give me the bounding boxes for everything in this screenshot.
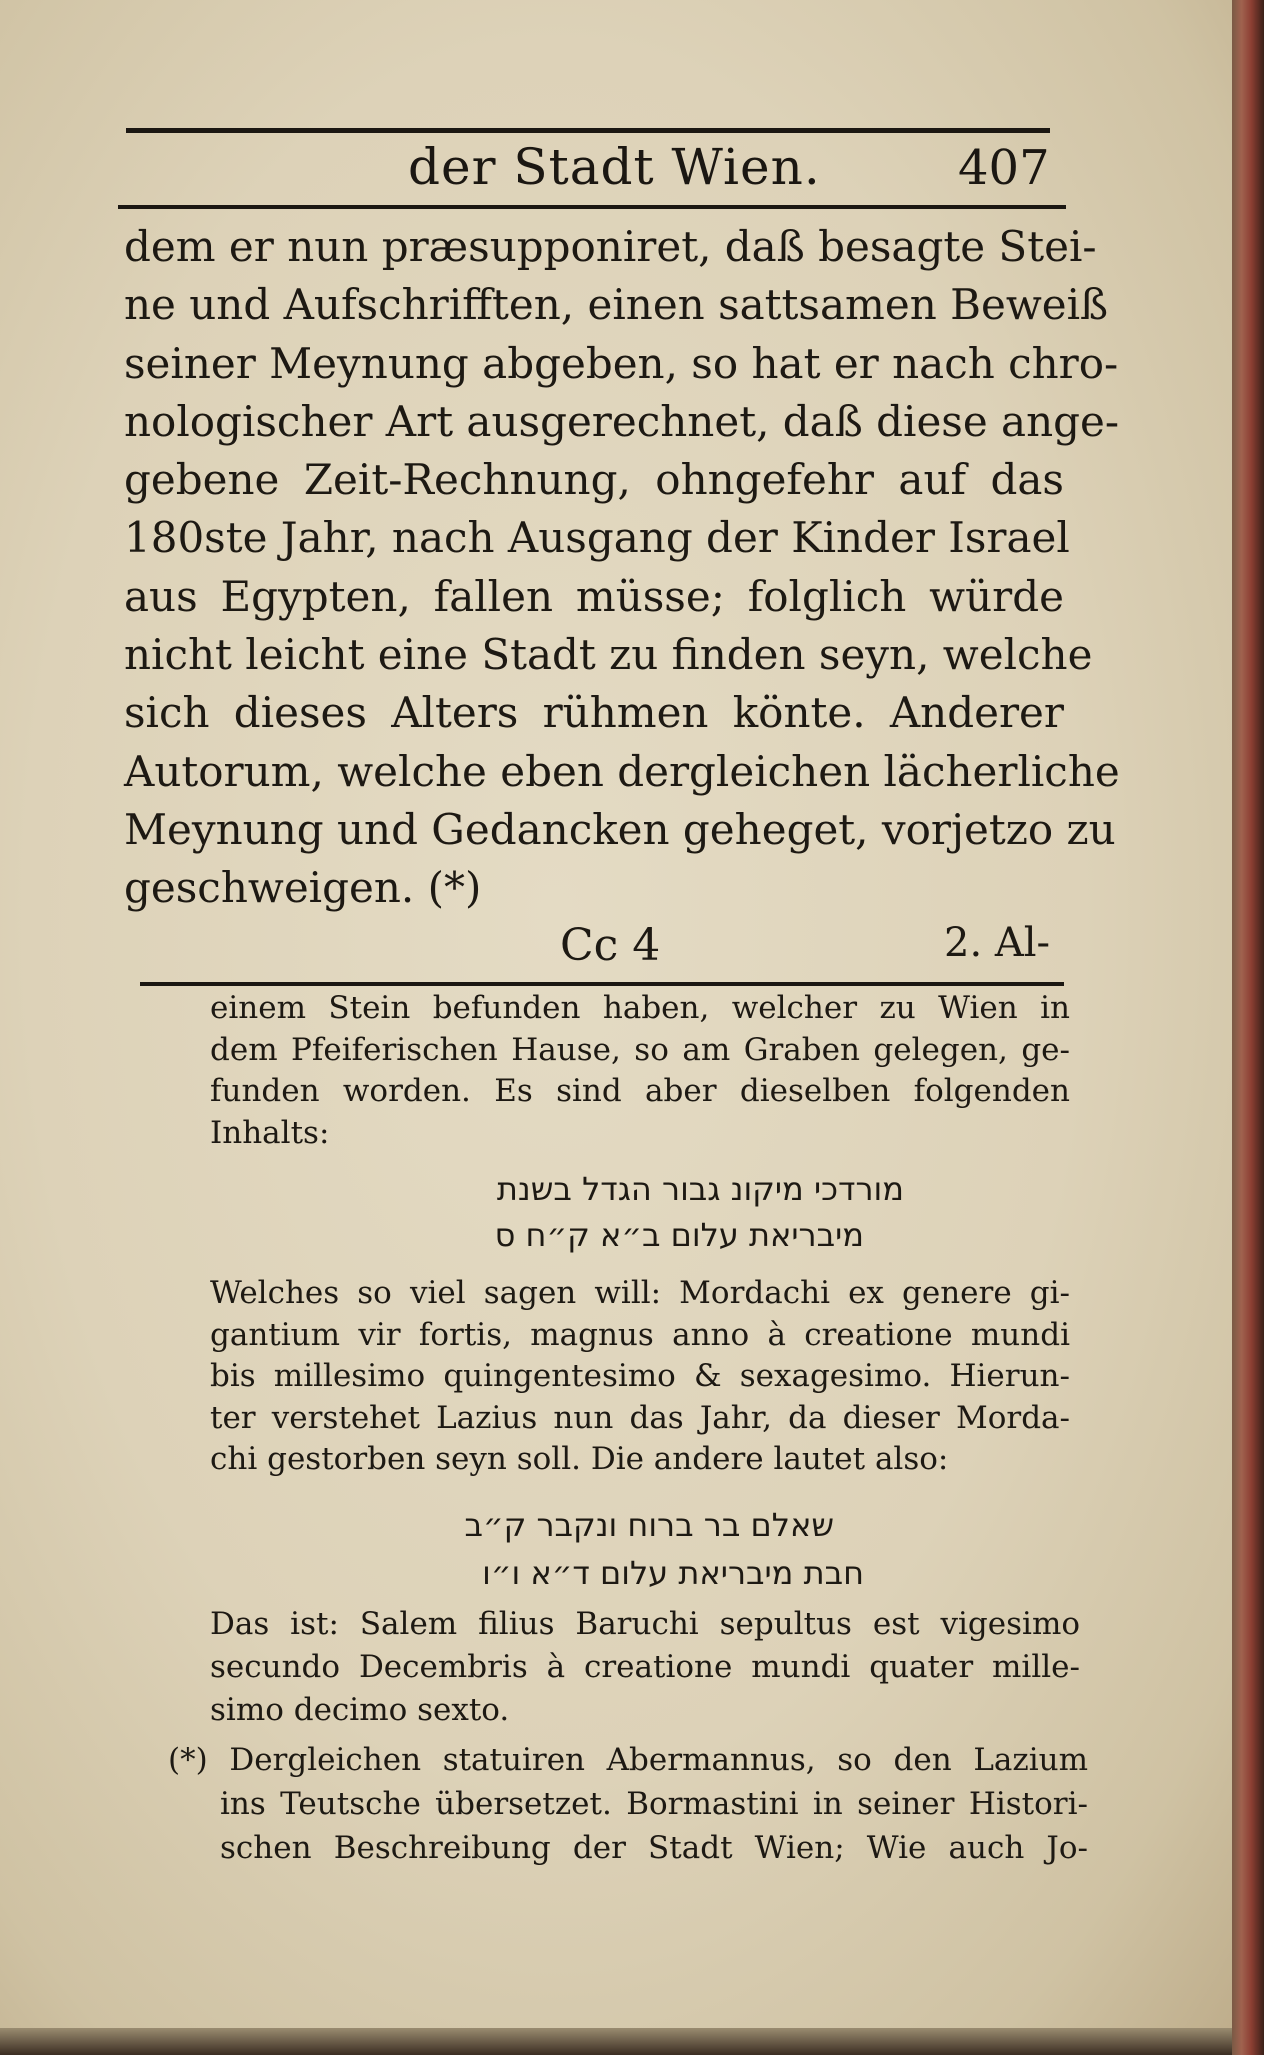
footnote-line: bis millesimo quingentesimo & sexagesimo. Hierun- [210,1358,1070,1394]
text-line: geschweigen. (*) [124,863,482,913]
text-line: sich dieses Alters rühmen könte. Anderer [124,688,1064,738]
text-line: nicht leicht eine Stadt zu finden seyn, welche [124,630,1093,680]
text-line: aus Egypten, fallen müsse; folglich würde [124,571,1064,621]
footnote-intro [210,988,1070,1154]
book-bottom-edge [0,2028,1232,2055]
text-line: Autorum, welche eben dergleichen lächerliche [124,746,1120,796]
hebrew-inscription-line: חבת מיבריאת עלום ד״א ו״ו [482,1554,864,1592]
hebrew-inscription-line: שאלם בר ברוח ונקבר ק״ב [464,1506,834,1544]
header-top-rule [126,128,1050,133]
text-line: ne und Aufschrifften, einen sattsamen Beweiß [124,280,1109,330]
footnote-line: dem Pfeiferischen Hause, so am Graben gelegen, ge- [210,1031,1070,1068]
signature-mark: Cc 4 [560,920,661,971]
header-bottom-rule [118,205,1066,209]
footnote-rule [140,982,1064,986]
footnote-line: funden worden. Es sind aber dieselben folgenden [210,1073,1070,1109]
footnote-line: Welches so viel sagen will: Mordachi ex genere gi- [210,1275,1070,1311]
footnote-line: Das ist: Salem filius Baruchi sepultus est vigesimo [210,1606,1080,1642]
footnote-line: ter verstehet Lazius nun das Jahr, da dieser Morda- [210,1399,1070,1436]
footnote-line: Inhalts: [210,1114,330,1151]
footnote-line: gantium vir fortis, magnus anno à creatione mundi [210,1316,1070,1353]
footnote-line: (*) Dergleichen statuiren Abermannus, so den Lazium [168,1742,1088,1778]
text-line: nologischer Art ausgerechnet, daß diese ange- [124,396,1120,446]
footnote-line: einem Stein befunden haben, welcher zu Wien in [210,990,1070,1026]
hebrew-inscription-line: מורדכי מיקונ גבור הגדל בשנת [496,1170,904,1208]
page-number: 407 [958,140,1050,196]
footnote-line: secundo Decembris à creatione mundi quater mille- [210,1649,1080,1685]
text-line: dem er nun præsupponiret, daß besagte Stei- [124,222,1097,271]
hebrew-inscription-line: מיבריאת עלום ב״א ק״ח ס [494,1216,864,1254]
footnote-line: schen Beschreibung der Stadt Wien; Wie auch Jo- [220,1830,1088,1866]
footnote-line: simo decimo sexto. [210,1692,510,1728]
footnote-translation [210,1273,1070,1481]
footnote-asterisk [168,1738,1088,1870]
footnote-line: ins Teutsche übersetzet. Bormastini in seiner Histori- [220,1786,1088,1822]
text-line: gebene Zeit-Rechnung, ohngefehr auf das [124,455,1064,505]
book-edge [1232,0,1264,2055]
text-line: Meynung und Gedancken geheget, vorjetzo zu [124,804,1116,854]
catchword: 2. Al- [944,920,1051,966]
footnote-closing [210,1603,1080,1732]
text-line: 180ste Jahr, nach Ausgang der Kinder Israel [124,513,1070,563]
text-line: seiner Meynung abgeben, so hat er nach chro- [124,338,1119,388]
running-title: der Stadt Wien. [408,138,821,196]
footnote-line: chi gestorben seyn soll. Die andere lautet also: [210,1441,949,1477]
main-text-block [124,218,1120,918]
